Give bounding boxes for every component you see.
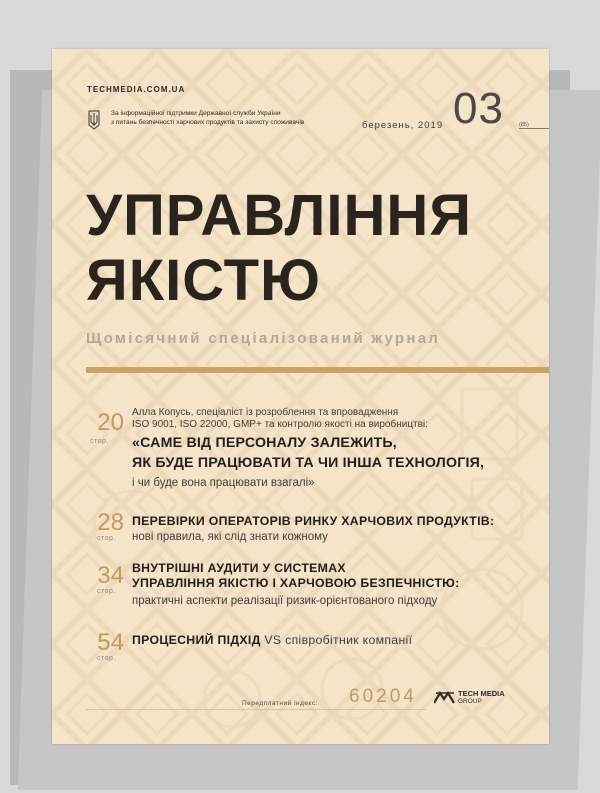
site-url: TECHMEDIA.COM.UA xyxy=(87,85,186,94)
logo-line-1: TECH MEDIA xyxy=(458,689,505,698)
magazine-cover xyxy=(52,49,549,744)
divider-line xyxy=(519,128,549,129)
support-line-1: За інформаційної підтримки Державної служби України xyxy=(111,110,281,117)
article-3-page-label: стор. xyxy=(97,588,116,595)
article-4-headline-main: ПРОЦЕСНИЙ ПІДХІД xyxy=(132,633,261,647)
article-3-subline: практичні аспекти реалізації ризик-орієнтованого підходу xyxy=(132,595,438,607)
article-1-headline-line-1: «САМЕ ВІД ПЕРСОНАЛУ ЗАЛЕЖИТЬ, xyxy=(132,435,397,451)
bottom-divider xyxy=(86,709,426,710)
article-1-author xyxy=(132,407,428,431)
article-3-headline xyxy=(132,561,460,591)
issue-total-number: (85) xyxy=(519,122,529,128)
article-1-headline-line-2: ЯК БУДЕ ПРАЦЮВАТИ ТА ЧИ ІНША ТЕХНОЛОГІЯ, xyxy=(132,455,485,471)
article-4-headline xyxy=(132,633,412,648)
subtitle: Щомісячний спеціалізований журнал xyxy=(86,330,441,347)
article-3-headline-line-2: УПРАВЛІННЯ ЯКІСТЮ І ХАРЧОВОЮ БЕЗПЕЧНІСТЮ: xyxy=(132,576,460,590)
article-4-page: 54 xyxy=(97,629,124,656)
article-3-page: 34 xyxy=(97,562,124,589)
article-4-page-label: стор. xyxy=(97,655,116,662)
logo-line-2: GROUP xyxy=(458,698,482,705)
article-1-subline: і чи буде вона працювати взагалі» xyxy=(132,477,315,489)
article-1-author-line-1: Алла Копусь, спеціаліст із розроблення та впровадження xyxy=(132,407,399,418)
article-2-page-label: стор. xyxy=(97,535,116,542)
publisher-logo-text xyxy=(458,690,505,706)
title-line-2: ЯКІСТЮ xyxy=(86,248,321,313)
subscription-index: 60204 xyxy=(349,686,417,707)
article-1-page-label: стор. xyxy=(90,438,109,445)
issue-date: березень, 2019 xyxy=(362,120,444,131)
article-1-page: 20 xyxy=(97,409,124,436)
article-3-headline-line-1: ВНУТРІШНІ АУДИТИ У СИСТЕМАХ xyxy=(132,561,346,575)
article-2-page: 28 xyxy=(97,509,124,536)
article-1-author-line-2: ISO 9001, ISO 22000, GMP+ та контролю якості на виробництві: xyxy=(132,419,428,430)
title-line-1: УПРАВЛІННЯ xyxy=(86,183,472,248)
article-1-headline xyxy=(132,433,484,473)
support-line-2: з питань безпечності харчових продуктів та захисту споживачів xyxy=(111,119,305,126)
article-4-headline-vs: VS співробітник компанії xyxy=(260,633,413,647)
issue-number: 03 xyxy=(453,84,504,133)
article-2-subline: нові правила, які слід знати кожному xyxy=(132,531,328,543)
trident-icon xyxy=(87,109,101,131)
subscription-label: Передплатний індекс: xyxy=(242,700,318,707)
support-text xyxy=(111,109,304,127)
tech-media-logo-icon xyxy=(434,691,456,705)
gold-divider xyxy=(86,367,549,373)
article-2-headline: ПЕРЕВІРКИ ОПЕРАТОРІВ РИНКУ ХАРЧОВИХ ПРОДУКТІВ: xyxy=(132,514,495,528)
